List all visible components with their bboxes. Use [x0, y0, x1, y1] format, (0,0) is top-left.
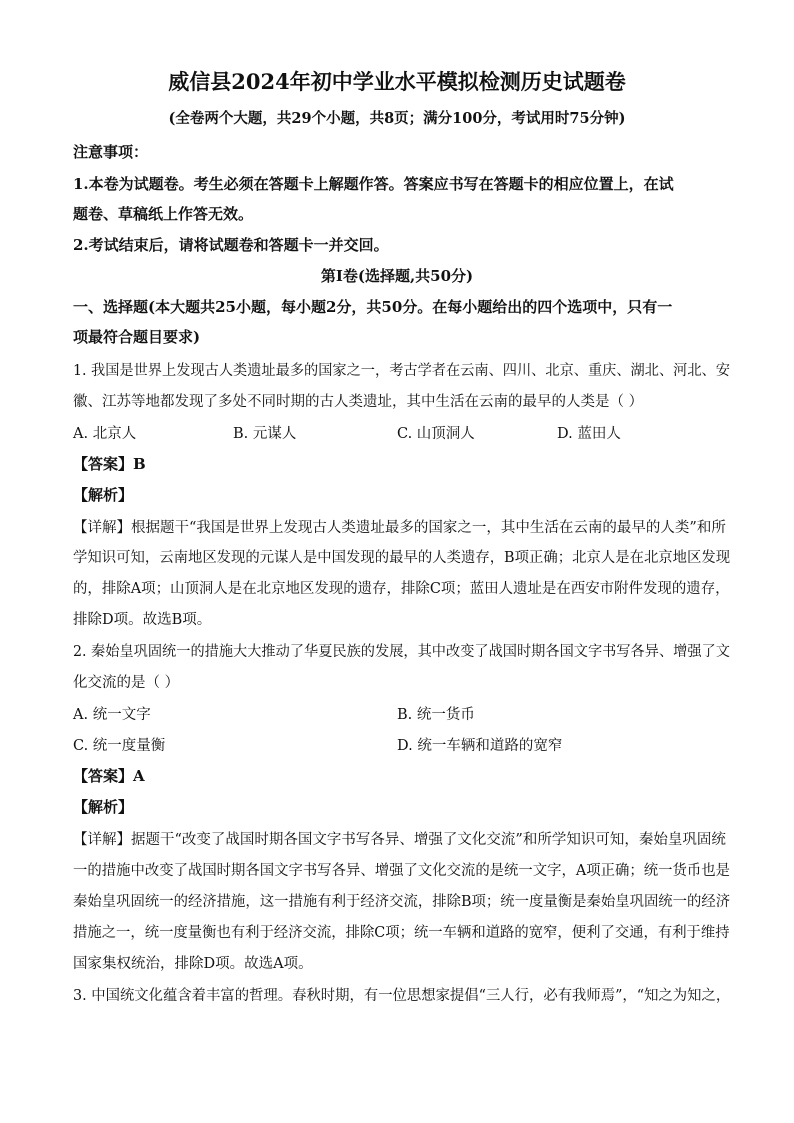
question-1-option-d: D. 蓝田人	[557, 426, 621, 442]
question-2-analysis-label: 【解析】	[73, 798, 134, 816]
question-2-answer: 【答案】A	[73, 767, 145, 785]
question-2-stem-cont: 化交流的是（ ）	[73, 675, 180, 691]
question-1-option-b: B. 元谋人	[233, 426, 297, 442]
question-1-answer: 【答案】B	[73, 455, 146, 473]
notice-item-2: 2.考试结束后，请将试题卷和答题卡一并交回。	[73, 236, 389, 254]
question-2-detail-2: 一的措施中改变了战国时期各国文字书写各异、增强了文化交流的是统一文字，A项正确；统一货币也是	[73, 863, 730, 879]
exam-info: (全卷两个大题，共29个小题，共8页；满分100分，考试用时75分钟)	[168, 110, 626, 127]
section-heading-cont: 项最符合题目要求)	[73, 328, 201, 346]
question-1-detail: 【详解】根据题干“我国是世界上发现古人类遗址最多的国家之一，其中生活在云南的最早的人类”和所	[73, 520, 726, 536]
page-title: 威信县2024年初中学业水平模拟检测历史试题卷	[168, 69, 626, 94]
section-heading: 一、选择题(本大题共25小题，每小题2分，共50分。在每小题给出的四个选项中，只有一	[73, 298, 673, 316]
question-1-detail-3: 的，排除A项；山顶洞人是在北京地区发现的遗存，排除C项；蓝田人遗址是在西安市附件发现的遗存，	[73, 581, 730, 597]
question-1-detail-2: 学知识可知，云南地区发现的元谋人是中国发现的最早的人类遗存，B项正确；北京人是在北京地区发现	[73, 550, 731, 566]
notice-item-1: 1.本卷为试题卷。考生必须在答题卡上解题作答。答案应书写在答题卡的相应位置上，在试	[73, 175, 674, 193]
question-1-option-a: A. 北京人	[73, 426, 137, 442]
part-title: 第Ⅰ卷(选择题,共50分)	[320, 267, 474, 285]
question-1-detail-4: 排除D项。故选B项。	[73, 612, 212, 628]
question-1-option-c: C. 山顶洞人	[397, 426, 475, 442]
question-2-option-c: C. 统一度量衡	[73, 738, 166, 754]
question-2-option-b: B. 统一货币	[397, 707, 475, 723]
question-1-stem: 1. 我国是世界上发现古人类遗址最多的国家之一，考古学者在云南、四川、北京、重庆、湖北、河北、安	[73, 363, 730, 379]
question-3-stem: 3. 中国统文化蕴含着丰富的哲理。春秋时期，有一位思想家提倡“三人行，必有我师焉”，“知之为知之，	[73, 988, 731, 1004]
question-2-detail-5: 国家集权统治，排除D项。故选A项。	[73, 956, 313, 972]
question-1-stem-cont: 徽、江苏等地都发现了多处不同时期的古人类遗址，其中生活在云南的最早的人类是（ ）	[73, 394, 644, 410]
question-2-option-d: D. 统一车辆和道路的宽窄	[397, 738, 563, 754]
question-1-analysis-label: 【解析】	[73, 486, 134, 504]
notice-heading: 注意事项：	[73, 143, 149, 161]
question-2-detail-3: 秦始皇巩固统一的经济措施，这一措施有利于经济交流，排除B项；统一度量衡是秦始皇巩固统一的经济	[73, 894, 731, 910]
question-2-detail: 【详解】据题干“改变了战国时期各国文字书写各异、增强了文化交流”和所学知识可知，秦始皇巩固统	[73, 832, 726, 848]
notice-item-1-cont: 题卷、草稿纸上作答无效。	[73, 205, 254, 223]
question-2-option-a: A. 统一文字	[73, 707, 151, 723]
question-2-detail-4: 措施之一，统一度量衡也有利于经济交流，排除C项；统一车辆和道路的宽窄，便利了交通，有利于维持	[73, 925, 730, 941]
question-2-stem: 2. 秦始皇巩固统一的措施大大推动了华夏民族的发展，其中改变了战国时期各国文字书写各异、增强了文	[73, 644, 730, 660]
